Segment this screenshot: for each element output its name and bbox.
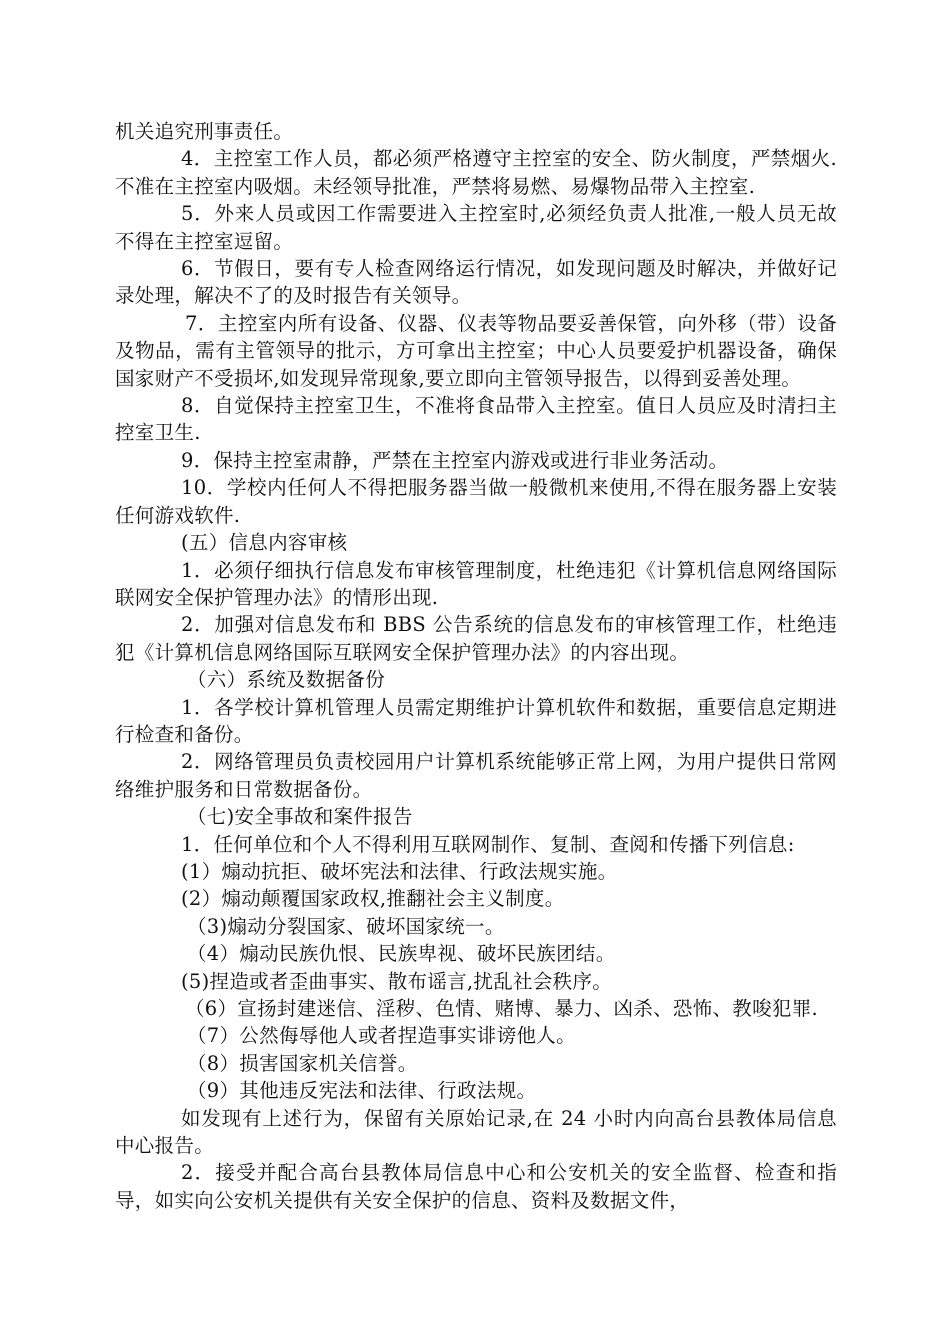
list-item-1: (1）煽动抗拒、破坏宪法和法律、行政法规实施。	[181, 859, 618, 883]
paragraph-section6-item-2: 2．网络管理员负责校园用户计算机系统能够正常上网，为用户提供日常网络维护服务和日常数据备份。	[115, 750, 837, 801]
paragraph-rule-5: 5．外来人员或因工作需要进入主控室时,必须经负责人批准,一般人员无故不得在主控室逗留。	[115, 202, 837, 253]
list-item-5: (5)捏造或者歪曲事实、散布谣言,扰乱社会秩序。	[181, 969, 613, 993]
section-heading-7: （七)安全事故和案件报告	[187, 805, 413, 829]
paragraph-report-instruction: 如发现有上述行为，保留有关原始记录,在 24 小时内向高台县教体局信息中心报告。	[115, 1106, 837, 1158]
document-body	[115, 118, 837, 1214]
list-item-7: （7）公然侮辱他人或者捏造事实诽谤他人。	[187, 1024, 576, 1048]
paragraph-rule-10: 10．学校内任何人不得把服务器当做一般微机来使用,不得在服务器上安装任何游戏软件.	[115, 476, 837, 527]
paragraph-rule-6: 6．节假日，要有专人检查网络运行情况，如发现问题及时解决，并做好记录处理，解决不了的及时报告有关领导。	[115, 257, 837, 308]
list-item-6: （6）宣扬封建迷信、淫秽、色情、赌博、暴力、凶杀、恐怖、教唆犯罪.	[185, 997, 819, 1020]
paragraph-rule-4: 4．主控室工作人员，都必须严格遵守主控室的安全、防火制度，严禁烟火.不准在主控室内吸烟。未经领导批准，严禁将易燃、易爆物品带入主控室.	[115, 147, 837, 198]
section-heading-6: （六）系统及数据备份	[187, 668, 386, 692]
list-item-2: (2）煽动颠覆国家政权,推翻社会主义制度。	[181, 887, 565, 911]
list-item-9: （9）其他违反宪法和法律、行政法规。	[187, 1079, 537, 1103]
paragraph-section7-item-1: 1．任何单位和个人不得利用互联网制作、复制、查阅和传播下列信息:	[181, 832, 795, 856]
paragraph-section6-item-1: 1．各学校计算机管理人员需定期维护计算机软件和数据，重要信息定期进行检查和备份。	[115, 695, 837, 746]
section-heading-5: (五）信息内容审核	[181, 531, 348, 555]
paragraph-rule-7: 7．主控室内所有设备、仪器、仪表等物品要妥善保管，向外移（带）设备及物品，需有主管领导的批示，方可拿出主控室；中心人员要爱护机器设备，确保国家财产不受损坏,如发现异常现象,要立即向主管领导报告，以得到妥善处理。	[115, 311, 837, 390]
paragraph-section5-item-2: 2．加强对信息发布和 BBS 公告系统的信息发布的审核管理工作，杜绝违犯《计算机信息网络国际互联网安全保护管理办法》的内容出现。	[115, 613, 837, 664]
paragraph-section5-item-1: 1．必须仔细执行信息发布审核管理制度，杜绝违犯《计算机信息网络国际联网安全保护管理办法》的情形出现.	[115, 558, 837, 609]
list-item-3: （3)煽动分裂国家、破坏国家统一。	[187, 914, 505, 938]
paragraph-section7-item-2: 2．接受并配合高台县教体局信息中心和公安机关的安全监督、检查和指导，如实向公安机关提供有关安全保护的信息、资料及数据文件，	[115, 1161, 837, 1212]
list-item-8: （8）损害国家机关信誉。	[187, 1051, 418, 1075]
paragraph-continuation: 机关追究刑事责任。	[115, 120, 294, 143]
list-item-4: （4）煽动民族仇恨、民族卑视、破坏民族团结。	[187, 942, 616, 966]
paragraph-rule-9: 9．保持主控室肃静，严禁在主控室内游戏或进行非业务活动。	[181, 448, 729, 472]
paragraph-rule-8: 8．自觉保持主控室卫生，不准将食品带入主控室。值日人员应及时清扫主控室卫生.	[115, 394, 837, 445]
